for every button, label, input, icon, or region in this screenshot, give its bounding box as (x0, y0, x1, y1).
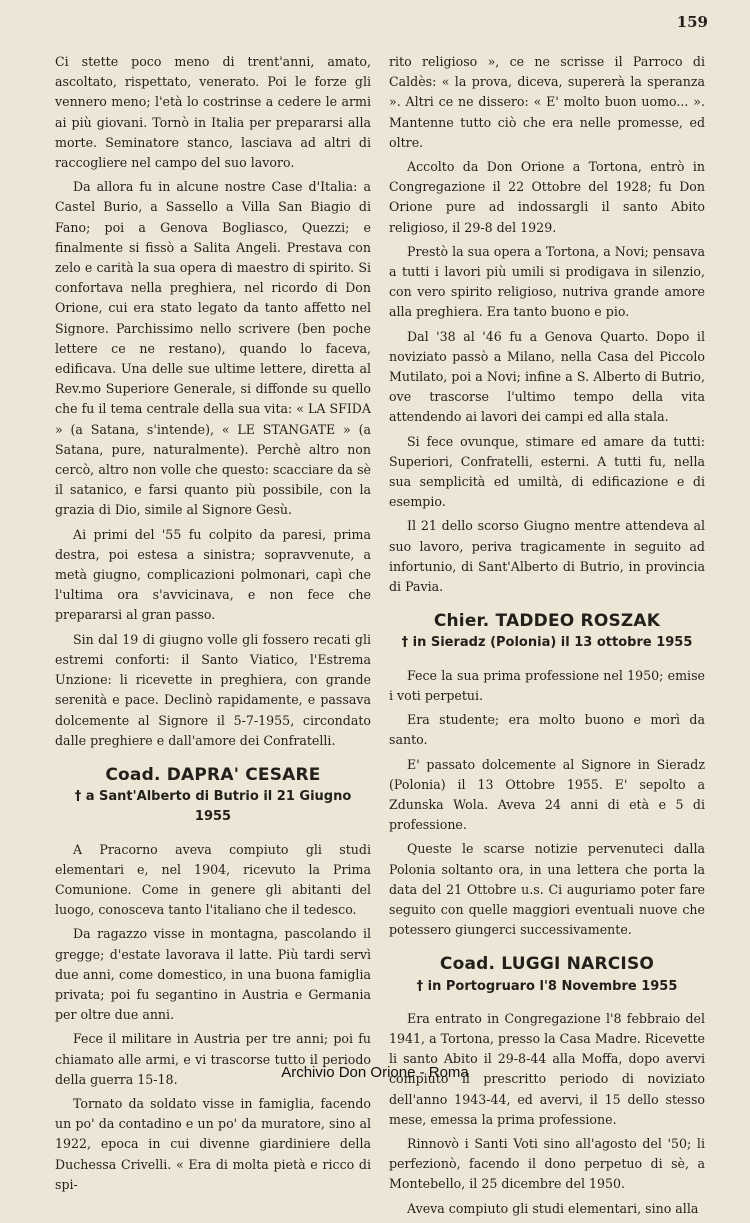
paragraph: E' passato dolcemente al Signore in Sieradz (Polonia) il 13 Ottobre 1955. E' sepolto a Zdunska Wola. Aveva 24 anni di età e 5 di professione. (389, 756, 705, 833)
paragraph: Fece la sua prima professione nel 1950; emise i voti perpetui. (389, 667, 705, 703)
paragraph: Dal '38 al '46 fu a Genova Quarto. Dopo il noviziato passò a Milano, nella Casa del Piccolo Mutilato, poi a Novi; infine a S. Alberto di Butrio, ove trascorse l'ultimo tempo della vita attendendo ai lavori dei campi ed alla stala. (389, 328, 705, 425)
page-number: 159 (676, 13, 708, 31)
paragraph: Si fece ovunque, stimare ed amare da tutti: Superiori, Confratelli, esterni. A tutti fu, nella sua semplicità ed umiltà, di edificazione e di esempio. (389, 433, 705, 510)
paragraph: Ci stette poco meno di trent'anni, amato, ascoltato, rispettato, venerato. Poi le forze gli vennero meno; l'età lo costrinse a cedere le armi ai più giovani. Tornò in Italia per prepararsi alla morte. Seminatore stanco, lasciava ad altri di raccogliere nel campo del suo lavoro. (55, 54, 371, 171)
paragraph: A Pracorno aveva compiuto gli studi elementari e, nel 1904, ricevuto la Prima Comunione. Come in genere gli abitanti del luogo, conosceva tanto l'italiano che il tedesco. (55, 841, 371, 918)
right-column (389, 52, 705, 1223)
paragraph: Aveva compiuto gli studi elementari, sino alla (407, 1200, 699, 1216)
obituary-heading-roszak: Chier. TADDEO ROSZAK (433, 611, 661, 632)
paragraph: Fece il militare in Austria per tre anni; poi fu chiamato alle armi, e vi trascorse tutto il periodo della guerra 15-18. (55, 1031, 371, 1087)
paragraph: Accolto da Don Orione a Tortona, entrò in Congregazione il 22 Ottobre del 1928; fu Don Orione pure ad indossargli il santo Abito religioso, il 29-8 del 1929. (389, 159, 705, 235)
paragraph: Prestò la sua opera a Tortona, a Novi; pensava a tutti i lavori più umili si prodigava in silenzio, con vero spirito religioso, nutriva grande amore alla preghiera. Era tanto buono e pio. (389, 243, 705, 320)
paragraph: Rinnovò i Santi Voti sino all'agosto del '50; li perfezionò, facendo il dono perpetuo di sè, a Montebello, il 25 dicembre del 1950. (389, 1135, 705, 1192)
paragraph: rito religioso », ce ne scrisse il Parroco di Caldès: « la prova, diceva, supererà la speranza ». Altri ce ne dissero: « E' molto buon uomo... ». Mantenne tutto ciò che era nelle promesse, ed oltre. (389, 54, 705, 150)
obituary-subheading-luggi: † in Portogruaro l'8 Novembre 1955 (416, 978, 678, 994)
obituary-subheading-dapra: † a Sant'Alberto di Butrio il 21 Giugno 1955 (74, 789, 352, 825)
paragraph: Da allora fu in alcune nostre Case d'Italia: a Castel Burio, a Sassello a Villa San Biagio di Fano; poi a Genova Bogliasco, Quezzi; e finalmente si fissò a Salita Angeli. Prestava con zelo e carità la sua opera di maestro di spirito. Si confortava nella preghiera, nel ricordo di Don Orione, cui era stato legato da tanto affetto nel Signore. Parchissimo nello scrivere (ben poche lettere ce ne restano), quando lo faceva, edificava. Una delle sue ultime lettere, diretta al Rev.mo Superiore Generale, si diffonde su quello che fu il tema centrale della sua vita: « LA SFIDA » (a Satana, s'intende), « LE STANGATE » (a Satana, pure, naturalmente). Perchè altro non cercò, altro non volle che questo: scacciare da sè il satanico, e farsi quanto più possibile, con la grazia di Dio, simile al Signore Gesù. (55, 179, 371, 518)
left-column (55, 52, 371, 1199)
paragraph: Era studente; era molto buono e morì da santo. (389, 712, 705, 748)
obituary-heading-dapra: Coad. DAPRA' CESARE (105, 764, 321, 785)
paragraph: Il 21 dello scorso Giugno mentre attendeva al suo lavoro, periva tragicamente in seguito ad infortunio, di Sant'Alberto di Butrio, in provincia di Pavia. (389, 518, 705, 595)
paragraph: Queste le scarse notizie pervenuteci dalla Polonia soltanto ora, in una lettera che porta la data del 21 Ottobre u.s. Ci auguriamo poter fare seguito con quelle maggiori eventuali nuove che potessero giungerci successivamente. (389, 841, 705, 938)
archive-footer: Archivio Don Orione - Roma (281, 1064, 469, 1081)
obituary-subheading-roszak: † in Sieradz (Polonia) il 13 ottobre 1955 (401, 635, 693, 651)
paragraph: Tornato da soldato visse in famiglia, facendo un po' da contadino e un po' da muratore, sino al 1922, epoca in cui divenne giardiniere della Duchessa Crivelli. « Era di molta pietà e ricco di spi- (55, 1095, 371, 1192)
paragraph: Da ragazzo visse in montagna, pascolando il gregge; d'estate lavorava il latte. Più tardi servì due anni, come domestico, in una buona famiglia privata; poi fu segantino in Austria e Germania per oltre due anni. (55, 926, 371, 1023)
obituary-heading-luggi: Coad. LUGGI NARCISO (439, 954, 655, 975)
paragraph: Sin dal 19 di giugno volle gli fossero recati gli estremi conforti: il Santo Viatico, l'Estrema Unzione: li ricevette in preghiera, con grande serenità e pace. Declinò rapidamente, e passava dolcemente al Signore il 5-7-1955, circondato dalle preghiere e dall'amore dei Confratelli. (55, 631, 371, 748)
paragraph: Era entrato in Congregazione l'8 febbraio del 1941, a Tortona, presso la Casa Madre. Ricevette li santo Abito il 29-8-44 alla Moffa, dopo avervi compiuto il prescritto periodo di noviziato dell'anno 1943-44, ed avervi, il 15 dello stesso mese, emessa la prima professione. (389, 1010, 705, 1127)
paragraph: Ai primi del '55 fu colpito da paresi, prima destra, poi estesa a sinistra; sopravvenute, a metà giugno, complicazioni polmonari, capì che l'ultima ora s'avvicinava, e non fece che prepararsi al gran passo. (55, 526, 371, 623)
